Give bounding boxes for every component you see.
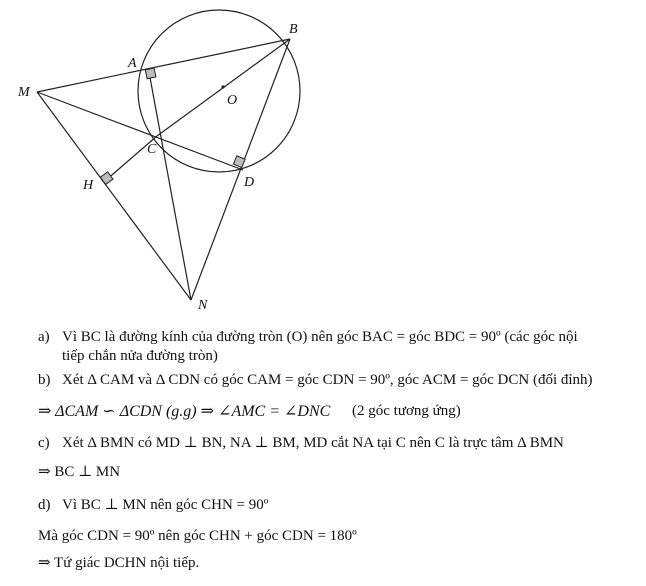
part-a-marker: a) bbox=[38, 329, 50, 345]
label-d: D bbox=[244, 175, 255, 190]
segment-mb bbox=[37, 39, 290, 92]
part-b-line-2-text: (2 góc tương ứng) bbox=[352, 403, 461, 419]
part-a-line-2: tiếp chắn nửa đường tròn) bbox=[62, 348, 218, 364]
label-c: C bbox=[147, 142, 157, 157]
part-c bbox=[0, 434, 646, 484]
part-b-marker: b) bbox=[38, 372, 51, 388]
center-point-o bbox=[221, 85, 224, 88]
part-a bbox=[0, 328, 646, 368]
part-d-marker: d) bbox=[38, 497, 51, 513]
label-o: O bbox=[227, 93, 238, 108]
right-angle-marker-d bbox=[233, 156, 245, 168]
label-n: N bbox=[198, 298, 208, 313]
part-d bbox=[0, 496, 646, 586]
part-d-line-1: Vì BC ⊥ MN nên góc CHN = 90º bbox=[62, 497, 269, 513]
part-c-line-1: Xét Δ BMN có MD ⊥ BN, NA ⊥ BM, MD cắt NA tại C nên C là trực tâm Δ BMN bbox=[62, 435, 564, 451]
part-b bbox=[0, 371, 646, 421]
label-h: H bbox=[83, 178, 94, 193]
segment-an bbox=[149, 72, 191, 300]
label-m: M bbox=[18, 85, 30, 100]
right-angle-marker-a bbox=[145, 68, 156, 79]
right-angle-marker-h bbox=[100, 172, 113, 185]
part-a-line-1: Vì BC là đường kính của đường tròn (O) nên góc BAC = góc BDC = 90º (các góc nội bbox=[62, 329, 578, 345]
segment-md bbox=[37, 92, 243, 170]
part-d-line-3: ⇒ Tứ giác DCHN nội tiếp. bbox=[38, 555, 200, 571]
part-c-marker: c) bbox=[38, 435, 50, 451]
label-a: A bbox=[128, 56, 137, 71]
part-b-line-1: Xét Δ CAM và Δ CDN có góc CAM = góc CDN = 90º, góc ACM = góc DCN (đối đỉnh) bbox=[62, 372, 593, 388]
part-b-similarity-formula: ⇒ ΔCAM ∽ ΔCDN (g.g) ⇒ ∠AMC = ∠DNC bbox=[38, 403, 331, 420]
label-b: B bbox=[289, 22, 298, 37]
part-c-line-2: ⇒ BC ⊥ MN bbox=[38, 464, 121, 480]
part-d-line-2: Mà góc CDN = 90º nên góc CHN + góc CDN = 180º bbox=[38, 528, 357, 544]
segment-mn bbox=[37, 92, 191, 300]
